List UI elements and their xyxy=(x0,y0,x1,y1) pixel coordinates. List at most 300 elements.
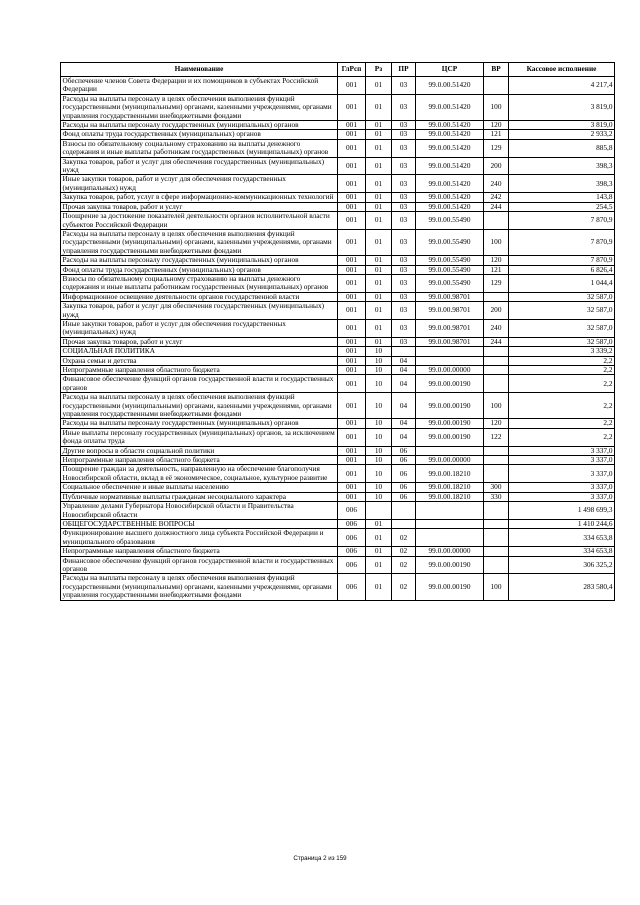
table-row xyxy=(61,465,615,483)
cell-sum: 3 819,0 xyxy=(509,121,615,130)
cell-name: ОБЩЕГОСУДАРСТВЕННЫЕ ВОПРОСЫ xyxy=(61,519,338,528)
cell-pr: 02 xyxy=(392,547,416,556)
cell-vr: 244 xyxy=(484,337,509,346)
cell-sum: 2,2 xyxy=(509,356,615,365)
cell-name: Расходы на выплаты персоналу государственных (муниципальных) органов xyxy=(61,121,338,130)
cell-name: Информационное освещение деятельности органов государственной власти xyxy=(61,292,338,301)
table-row xyxy=(61,212,615,230)
cell-rz: 10 xyxy=(366,356,392,365)
cell-sum: 3 337,0 xyxy=(509,456,615,465)
cell-grs: 001 xyxy=(338,212,366,230)
cell-name: Финансовое обеспечение функций органов государственной власти и государственных органов xyxy=(61,375,338,393)
table-row xyxy=(61,302,615,320)
cell-csr: 99.0.00.51420 xyxy=(416,157,484,175)
budget-table xyxy=(60,62,615,601)
cell-vr: 100 xyxy=(484,229,509,255)
cell-grs: 006 xyxy=(338,547,366,556)
cell-pr: 03 xyxy=(392,256,416,265)
cell-name: Поощрение граждан за деятельность, направленную на обеспечение благополучия Новосибирской области, вклад в её экономическое, социальное, культурное развитие xyxy=(61,465,338,483)
cell-name: Непрограммные направления областного бюджета xyxy=(61,547,338,556)
cell-grs: 001 xyxy=(338,492,366,501)
cell-csr: 99.0.00.00190 xyxy=(416,393,484,419)
cell-vr: 120 xyxy=(484,256,509,265)
cell-sum: 3 337,0 xyxy=(509,446,615,455)
cell-vr: 300 xyxy=(484,483,509,492)
cell-csr: 99.0.00.18210 xyxy=(416,492,484,501)
cell-csr: 99.0.00.51420 xyxy=(416,193,484,202)
cell-pr xyxy=(392,519,416,528)
cell-vr: 100 xyxy=(484,574,509,600)
cell-csr: 99.0.00.18210 xyxy=(416,483,484,492)
cell-vr xyxy=(484,502,509,520)
table-row xyxy=(61,130,615,139)
cell-csr: 99.0.00.55490 xyxy=(416,256,484,265)
cell-csr: 99.0.00.00000 xyxy=(416,456,484,465)
cell-rz: 10 xyxy=(366,483,392,492)
cell-rz: 01 xyxy=(366,556,392,574)
cell-pr: 03 xyxy=(392,212,416,230)
table-row xyxy=(61,356,615,365)
table-row xyxy=(61,202,615,211)
cell-pr: 03 xyxy=(392,139,416,157)
cell-rz: 10 xyxy=(366,347,392,356)
cell-rz: 01 xyxy=(366,547,392,556)
cell-grs: 001 xyxy=(338,292,366,301)
cell-pr: 04 xyxy=(392,356,416,365)
cell-grs: 006 xyxy=(338,574,366,600)
cell-name: Управление делами Губернатора Новосибирской области и Правительства Новосибирской области xyxy=(61,502,338,520)
cell-sum: 6 826,4 xyxy=(509,265,615,274)
cell-sum: 3 337,0 xyxy=(509,465,615,483)
cell-sum: 334 653,8 xyxy=(509,547,615,556)
cell-name: Прочая закупка товаров, работ и услуг xyxy=(61,202,338,211)
cell-csr: 99.0.00.51420 xyxy=(416,139,484,157)
header-name: Наименование xyxy=(61,63,338,77)
cell-grs: 001 xyxy=(338,139,366,157)
cell-rz: 10 xyxy=(366,375,392,393)
cell-sum: 1 044,4 xyxy=(509,274,615,292)
cell-rz: 01 xyxy=(366,319,392,337)
cell-pr: 02 xyxy=(392,529,416,547)
cell-csr xyxy=(416,529,484,547)
header-vr: ВР xyxy=(484,63,509,77)
cell-name: Обеспечение членов Совета Федерации и их помощников в субъектах Российской Федерации xyxy=(61,77,338,95)
cell-vr xyxy=(484,292,509,301)
budget-sheet xyxy=(60,62,614,601)
cell-grs: 006 xyxy=(338,556,366,574)
cell-rz: 01 xyxy=(366,265,392,274)
cell-csr: 99.0.00.00000 xyxy=(416,547,484,556)
cell-pr: 04 xyxy=(392,428,416,446)
cell-vr xyxy=(484,77,509,95)
cell-grs: 001 xyxy=(338,265,366,274)
cell-name: Финансовое обеспечение функций органов государственной власти и государственных органов xyxy=(61,556,338,574)
cell-grs: 001 xyxy=(338,356,366,365)
cell-csr: 99.0.00.51420 xyxy=(416,121,484,130)
cell-grs: 001 xyxy=(338,483,366,492)
cell-csr: 99.0.00.51420 xyxy=(416,175,484,193)
cell-name: Закупка товаров, работ и услуг для обеспечения государственных (муниципальных) нужд xyxy=(61,157,338,175)
cell-name: Закупка товаров, работ и услуг для обеспечения государственных (муниципальных) нужд xyxy=(61,302,338,320)
cell-pr: 03 xyxy=(392,157,416,175)
cell-name: Функционирование высшего должностного лица субъекта Российской Федерации и муниципального образования xyxy=(61,529,338,547)
cell-vr: 129 xyxy=(484,274,509,292)
cell-rz: 01 xyxy=(366,121,392,130)
cell-name: Непрограммные направления областного бюджета xyxy=(61,456,338,465)
cell-vr xyxy=(484,375,509,393)
cell-sum: 283 580,4 xyxy=(509,574,615,600)
cell-grs: 001 xyxy=(338,428,366,446)
cell-name: Расходы на выплаты персоналу государственных (муниципальных) органов xyxy=(61,256,338,265)
cell-name: Иные выплаты персоналу государственных (муниципальных) органов, за исключением фонда оплаты труда xyxy=(61,428,338,446)
cell-vr: 120 xyxy=(484,121,509,130)
table-row xyxy=(61,274,615,292)
table-row xyxy=(61,529,615,547)
cell-grs: 006 xyxy=(338,529,366,547)
table-body xyxy=(61,77,615,601)
cell-sum: 2,2 xyxy=(509,375,615,393)
table-row xyxy=(61,175,615,193)
table-row xyxy=(61,229,615,255)
table-row xyxy=(61,393,615,419)
cell-pr: 03 xyxy=(392,319,416,337)
cell-sum: 4 217,4 xyxy=(509,77,615,95)
cell-grs: 001 xyxy=(338,256,366,265)
cell-vr: 121 xyxy=(484,265,509,274)
cell-grs: 001 xyxy=(338,175,366,193)
table-row xyxy=(61,319,615,337)
cell-pr: 03 xyxy=(392,302,416,320)
cell-vr: 129 xyxy=(484,139,509,157)
cell-pr: 03 xyxy=(392,265,416,274)
cell-pr: 03 xyxy=(392,121,416,130)
cell-rz: 01 xyxy=(366,229,392,255)
cell-grs: 001 xyxy=(338,337,366,346)
cell-csr: 99.0.00.51420 xyxy=(416,130,484,139)
cell-pr: 03 xyxy=(392,77,416,95)
cell-rz: 01 xyxy=(366,212,392,230)
cell-rz: 10 xyxy=(366,366,392,375)
cell-sum: 32 587,0 xyxy=(509,292,615,301)
cell-pr xyxy=(392,347,416,356)
table-row xyxy=(61,77,615,95)
cell-rz: 10 xyxy=(366,465,392,483)
header-row xyxy=(61,63,615,77)
cell-name: Поощрение за достижение показателей деятельности органов исполнительной власти субъектов Российской Федерации xyxy=(61,212,338,230)
header-pr: ПР xyxy=(392,63,416,77)
table-row xyxy=(61,419,615,428)
cell-vr xyxy=(484,556,509,574)
cell-rz: 10 xyxy=(366,428,392,446)
cell-pr: 03 xyxy=(392,274,416,292)
cell-rz: 01 xyxy=(366,519,392,528)
cell-rz: 01 xyxy=(366,256,392,265)
cell-pr: 06 xyxy=(392,492,416,501)
table-row xyxy=(61,483,615,492)
cell-vr: 242 xyxy=(484,193,509,202)
cell-grs: 001 xyxy=(338,130,366,139)
cell-pr: 03 xyxy=(392,229,416,255)
cell-grs: 001 xyxy=(338,77,366,95)
cell-rz: 10 xyxy=(366,393,392,419)
cell-grs: 001 xyxy=(338,375,366,393)
cell-pr: 04 xyxy=(392,419,416,428)
cell-grs: 001 xyxy=(338,319,366,337)
cell-name: Расходы на выплаты персоналу в целях обеспечения выполнения функций государственными (муниципальными) органами, казенными учреждениями, органами управления государственными внебюджетными фондами xyxy=(61,229,338,255)
cell-name: Расходы на выплаты персоналу в целях обеспечения выполнения функций государственными (муниципальными) органами, казенными учреждениями, органами управления государственными внебюджетными фондами xyxy=(61,94,338,120)
cell-pr: 06 xyxy=(392,483,416,492)
cell-grs: 001 xyxy=(338,157,366,175)
cell-sum: 3 337,0 xyxy=(509,483,615,492)
cell-vr: 200 xyxy=(484,157,509,175)
cell-rz: 01 xyxy=(366,574,392,600)
cell-rz: 01 xyxy=(366,193,392,202)
cell-csr: 99.0.00.00000 xyxy=(416,366,484,375)
cell-rz: 01 xyxy=(366,292,392,301)
cell-grs: 001 xyxy=(338,465,366,483)
cell-grs: 001 xyxy=(338,456,366,465)
cell-vr xyxy=(484,456,509,465)
cell-grs: 001 xyxy=(338,419,366,428)
cell-sum: 2,2 xyxy=(509,419,615,428)
cell-csr: 99.0.00.98701 xyxy=(416,319,484,337)
cell-grs: 001 xyxy=(338,393,366,419)
table-row xyxy=(61,157,615,175)
table-row xyxy=(61,256,615,265)
cell-csr: 99.0.00.00190 xyxy=(416,375,484,393)
cell-sum: 334 653,8 xyxy=(509,529,615,547)
cell-pr: 02 xyxy=(392,574,416,600)
cell-name: Расходы на выплаты персоналу государственных (муниципальных) органов xyxy=(61,419,338,428)
cell-rz: 01 xyxy=(366,202,392,211)
cell-sum: 398,3 xyxy=(509,157,615,175)
cell-sum: 7 870,9 xyxy=(509,229,615,255)
cell-sum: 1 410 244,6 xyxy=(509,519,615,528)
cell-rz: 10 xyxy=(366,456,392,465)
cell-pr: 02 xyxy=(392,556,416,574)
cell-csr: 99.0.00.55490 xyxy=(416,229,484,255)
cell-sum: 7 870,9 xyxy=(509,256,615,265)
cell-sum: 32 587,0 xyxy=(509,337,615,346)
table-row xyxy=(61,492,615,501)
table-row xyxy=(61,292,615,301)
cell-rz: 01 xyxy=(366,274,392,292)
cell-csr: 99.0.00.18210 xyxy=(416,465,484,483)
cell-csr: 99.0.00.55490 xyxy=(416,212,484,230)
cell-vr xyxy=(484,446,509,455)
cell-csr xyxy=(416,347,484,356)
cell-pr: 03 xyxy=(392,193,416,202)
cell-vr xyxy=(484,465,509,483)
cell-name: Иные закупки товаров, работ и услуг для обеспечения государственных (муниципальных) нужд xyxy=(61,319,338,337)
cell-rz: 01 xyxy=(366,175,392,193)
cell-vr: 121 xyxy=(484,130,509,139)
cell-csr: 99.0.00.51420 xyxy=(416,77,484,95)
cell-name: Социальное обеспечение и иные выплаты населению xyxy=(61,483,338,492)
table-row xyxy=(61,428,615,446)
header-sum: Кассовое исполнение xyxy=(509,63,615,77)
cell-sum: 3 337,0 xyxy=(509,492,615,501)
cell-rz: 01 xyxy=(366,302,392,320)
cell-sum: 2,2 xyxy=(509,393,615,419)
cell-vr: 120 xyxy=(484,419,509,428)
cell-vr: 100 xyxy=(484,94,509,120)
table-row xyxy=(61,446,615,455)
cell-csr: 99.0.00.00190 xyxy=(416,556,484,574)
cell-csr: 99.0.00.98701 xyxy=(416,337,484,346)
cell-sum: 3 339,2 xyxy=(509,347,615,356)
cell-csr: 99.0.00.00190 xyxy=(416,574,484,600)
cell-rz: 10 xyxy=(366,492,392,501)
cell-grs: 001 xyxy=(338,446,366,455)
cell-csr xyxy=(416,446,484,455)
cell-csr: 99.0.00.51420 xyxy=(416,94,484,120)
cell-vr xyxy=(484,529,509,547)
table-row xyxy=(61,456,615,465)
table-row xyxy=(61,375,615,393)
cell-rz: 01 xyxy=(366,77,392,95)
cell-sum: 2 933,2 xyxy=(509,130,615,139)
table-row xyxy=(61,193,615,202)
cell-pr: 06 xyxy=(392,456,416,465)
cell-grs: 001 xyxy=(338,366,366,375)
cell-rz: 01 xyxy=(366,94,392,120)
cell-csr: 99.0.00.00190 xyxy=(416,419,484,428)
table-row xyxy=(61,347,615,356)
cell-csr xyxy=(416,356,484,365)
cell-pr: 03 xyxy=(392,292,416,301)
cell-csr xyxy=(416,519,484,528)
cell-pr: 04 xyxy=(392,393,416,419)
cell-pr: 04 xyxy=(392,366,416,375)
cell-name: Закупка товаров, работ, услуг в сфере информационно-коммуникационных технологий xyxy=(61,193,338,202)
table-row xyxy=(61,337,615,346)
cell-sum: 32 587,0 xyxy=(509,319,615,337)
cell-grs: 006 xyxy=(338,519,366,528)
cell-sum: 306 325,2 xyxy=(509,556,615,574)
cell-pr: 03 xyxy=(392,175,416,193)
cell-pr: 04 xyxy=(392,375,416,393)
cell-vr xyxy=(484,366,509,375)
cell-name: Иные закупки товаров, работ и услуг для обеспечения государственных (муниципальных) нужд xyxy=(61,175,338,193)
cell-csr: 99.0.00.98701 xyxy=(416,292,484,301)
cell-name: Другие вопросы в области социальной политики xyxy=(61,446,338,455)
cell-name: Фонд оплаты труда государственных (муниципальных) органов xyxy=(61,130,338,139)
cell-vr: 100 xyxy=(484,393,509,419)
cell-vr xyxy=(484,519,509,528)
cell-sum: 1 498 699,3 xyxy=(509,502,615,520)
cell-sum: 885,8 xyxy=(509,139,615,157)
cell-sum: 398,3 xyxy=(509,175,615,193)
table-row xyxy=(61,556,615,574)
cell-pr xyxy=(392,502,416,520)
cell-csr: 99.0.00.00190 xyxy=(416,428,484,446)
cell-grs: 001 xyxy=(338,193,366,202)
cell-rz: 01 xyxy=(366,529,392,547)
header-csr: ЦСР xyxy=(416,63,484,77)
cell-rz: 10 xyxy=(366,419,392,428)
cell-vr xyxy=(484,356,509,365)
cell-rz: 01 xyxy=(366,157,392,175)
cell-vr xyxy=(484,347,509,356)
table-row xyxy=(61,121,615,130)
cell-grs: 001 xyxy=(338,202,366,211)
cell-csr: 99.0.00.98701 xyxy=(416,302,484,320)
cell-sum: 2,2 xyxy=(509,428,615,446)
table-row xyxy=(61,502,615,520)
cell-sum: 2,2 xyxy=(509,366,615,375)
cell-sum: 32 587,0 xyxy=(509,302,615,320)
cell-pr: 03 xyxy=(392,130,416,139)
cell-name: Расходы на выплаты персоналу в целях обеспечения выполнения функций государственными (муниципальными) органами, казенными учреждениями, органами управления государственными внебюджетными фондами xyxy=(61,393,338,419)
cell-rz: 01 xyxy=(366,139,392,157)
cell-sum: 254,5 xyxy=(509,202,615,211)
table-row xyxy=(61,94,615,120)
table-row xyxy=(61,574,615,600)
table-row xyxy=(61,547,615,556)
header-grs: ГлРсп xyxy=(338,63,366,77)
cell-vr: 244 xyxy=(484,202,509,211)
cell-name: Взносы по обязательному социальному страхованию на выплаты денежного содержания и иные выплаты работникам государственных (муниципальных) органов xyxy=(61,274,338,292)
cell-sum: 143,8 xyxy=(509,193,615,202)
cell-pr: 03 xyxy=(392,337,416,346)
cell-pr: 06 xyxy=(392,465,416,483)
cell-name: Взносы по обязательному социальному страхованию на выплаты денежного содержания и иные выплаты работникам государственных (муниципальных) органов xyxy=(61,139,338,157)
cell-name: Публичные нормативные выплаты гражданам несоциального характера xyxy=(61,492,338,501)
cell-pr: 06 xyxy=(392,446,416,455)
cell-name: Фонд оплаты труда государственных (муниципальных) органов xyxy=(61,265,338,274)
cell-name: Охрана семьи и детства xyxy=(61,356,338,365)
cell-vr: 122 xyxy=(484,428,509,446)
cell-rz: 01 xyxy=(366,337,392,346)
cell-csr xyxy=(416,502,484,520)
cell-rz: 10 xyxy=(366,446,392,455)
cell-name: СОЦИАЛЬНАЯ ПОЛИТИКА xyxy=(61,347,338,356)
cell-pr: 03 xyxy=(392,202,416,211)
cell-csr: 99.0.00.55490 xyxy=(416,265,484,274)
cell-sum: 3 819,0 xyxy=(509,94,615,120)
cell-name: Непрограммные направления областного бюджета xyxy=(61,366,338,375)
cell-vr: 200 xyxy=(484,302,509,320)
cell-pr: 03 xyxy=(392,94,416,120)
cell-grs: 001 xyxy=(338,121,366,130)
table-row xyxy=(61,366,615,375)
cell-vr: 240 xyxy=(484,175,509,193)
cell-grs: 006 xyxy=(338,502,366,520)
cell-vr xyxy=(484,212,509,230)
cell-name: Прочая закупка товаров, работ и услуг xyxy=(61,337,338,346)
cell-csr: 99.0.00.51420 xyxy=(416,202,484,211)
cell-grs: 001 xyxy=(338,94,366,120)
cell-grs: 001 xyxy=(338,302,366,320)
cell-vr xyxy=(484,547,509,556)
cell-csr: 99.0.00.55490 xyxy=(416,274,484,292)
cell-vr: 330 xyxy=(484,492,509,501)
cell-name: Расходы на выплаты персоналу в целях обеспечения выполнения функций государственными (муниципальными) органами, казенными учреждениями, органами управления государственными внебюджетными фондами xyxy=(61,574,338,600)
cell-rz xyxy=(366,502,392,520)
page-number: Страница 2 из 159 xyxy=(293,855,347,862)
header-rz: Рз xyxy=(366,63,392,77)
table-row xyxy=(61,139,615,157)
table-row xyxy=(61,519,615,528)
cell-sum: 7 870,9 xyxy=(509,212,615,230)
cell-rz: 01 xyxy=(366,130,392,139)
cell-grs: 001 xyxy=(338,274,366,292)
cell-grs: 001 xyxy=(338,229,366,255)
cell-vr: 240 xyxy=(484,319,509,337)
cell-grs: 001 xyxy=(338,347,366,356)
table-row xyxy=(61,265,615,274)
